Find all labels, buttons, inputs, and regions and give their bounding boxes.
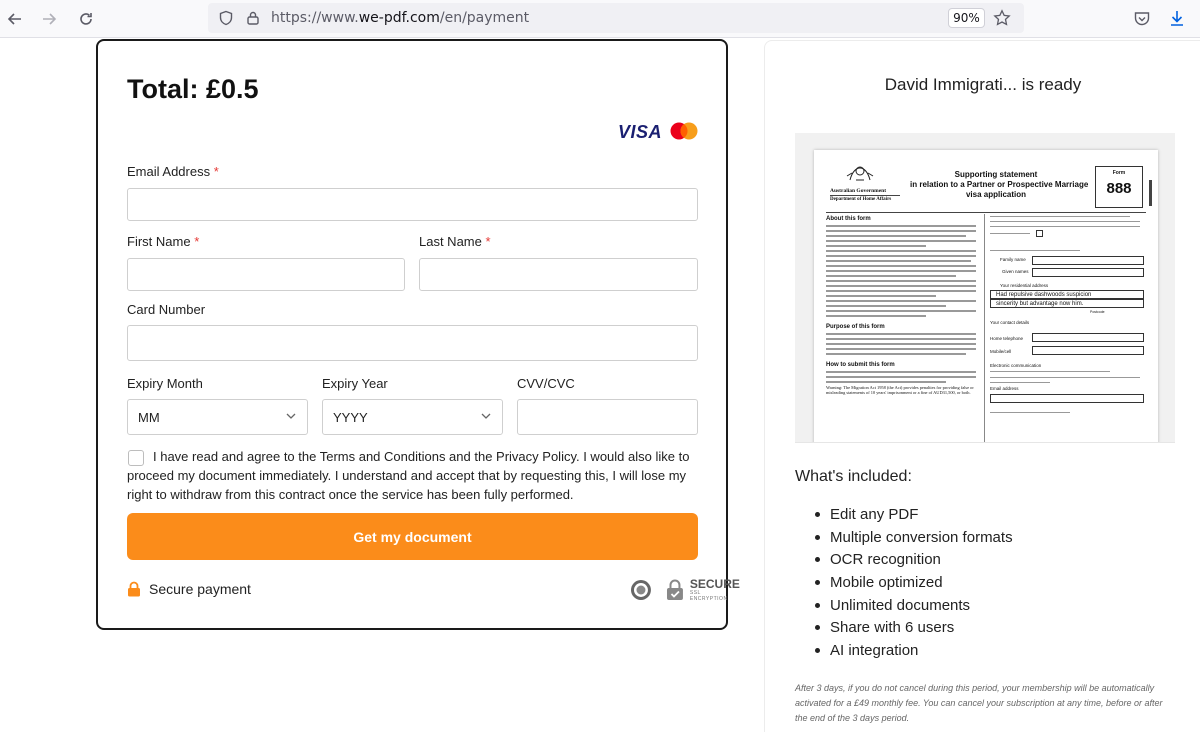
address-label: Your residential address — [1000, 283, 1049, 288]
divider — [830, 195, 900, 196]
form-title-line2: in relation to a Partner or Prospective Marriage — [910, 180, 1089, 189]
feature-label: AI integration — [830, 641, 919, 659]
feature-label: Share with 6 users — [830, 619, 955, 637]
text-line — [826, 371, 976, 373]
text-line — [826, 250, 976, 252]
first-name-label — [127, 234, 199, 249]
forward-arrow-icon[interactable] — [36, 6, 62, 32]
text-line — [990, 216, 1130, 217]
bullet-icon — [815, 603, 820, 608]
text-line — [826, 381, 946, 383]
membership-fine-print: After 3 days, if you do not cancel during this period, your membership will be automatically activated for a £49 monthly fee. You can cancel your subscription at any time, before or after the end of the 3 days period. — [795, 683, 1163, 723]
feature-item — [815, 571, 1013, 594]
first-name-field[interactable] — [127, 258, 405, 291]
text-line — [826, 235, 966, 237]
mobile-label: Mobile/cell — [990, 349, 1012, 354]
given-names-label: Given names — [1002, 269, 1029, 274]
bookmark-star-icon[interactable] — [993, 9, 1011, 32]
text-line — [826, 240, 976, 242]
submit-heading: How to submit this form — [826, 362, 895, 368]
cvv-field[interactable] — [517, 399, 698, 435]
text-line — [990, 233, 1030, 234]
text-line — [826, 376, 976, 378]
text-line — [826, 305, 946, 307]
document-summary-panel — [764, 40, 1200, 732]
ssl-badges — [630, 578, 740, 602]
bullet-icon — [815, 625, 820, 630]
email-field[interactable] — [127, 188, 698, 221]
text-line — [990, 412, 1070, 413]
about-heading: About this form — [826, 216, 871, 222]
zoom-badge[interactable]: 90% — [948, 8, 985, 28]
text-line — [826, 338, 976, 340]
text-line — [990, 371, 1110, 372]
reload-icon[interactable] — [73, 6, 99, 32]
feature-item — [815, 639, 1013, 662]
chevron-down-icon — [480, 410, 492, 422]
text-line — [826, 270, 976, 272]
first-name-label-text: First Name — [127, 234, 191, 249]
text-line — [826, 225, 976, 227]
order-total: Total: £0.5 — [127, 74, 259, 104]
browser-toolbar — [0, 0, 1200, 38]
mastercard-logo — [669, 122, 699, 140]
get-document-button[interactable]: Get my document — [127, 513, 698, 560]
text-line — [826, 295, 936, 297]
email-label — [127, 164, 219, 179]
text-line — [826, 310, 976, 312]
document-preview — [795, 133, 1175, 443]
government-crest-icon — [844, 162, 876, 184]
form-title-line3: visa application — [965, 190, 1027, 199]
url-domain: we-pdf.com — [358, 10, 440, 26]
gov-name: Australian Government — [830, 188, 887, 194]
text-line — [826, 275, 956, 277]
whats-included-title: What's included: — [795, 468, 912, 485]
expiry-year-select[interactable] — [322, 399, 503, 435]
address-line1-box — [990, 290, 1144, 299]
text-line — [826, 333, 976, 335]
bullet-icon — [815, 648, 820, 653]
required-mark: * — [213, 164, 219, 179]
text-line — [826, 230, 976, 232]
ssl-badge-text — [690, 578, 740, 602]
expiry-year-label: Expiry Year — [322, 376, 388, 391]
address-line1: Had repulsive dashwoods suspicion — [996, 292, 1092, 298]
home-phone-label: Home telephone — [990, 336, 1024, 341]
url-text[interactable] — [271, 10, 529, 26]
chevron-down-icon — [285, 410, 297, 422]
document-ready-title: David Immigrati... is ready — [884, 75, 1082, 94]
department: Department of Home Affairs — [830, 197, 892, 202]
bullet-icon — [815, 512, 820, 517]
postcode-label: Postcode — [1090, 310, 1105, 314]
text-line — [826, 353, 966, 355]
contact-label: Your contact details — [990, 320, 1030, 325]
feature-label: Multiple conversion formats — [830, 528, 1013, 546]
feature-label: Mobile optimized — [830, 573, 943, 591]
back-arrow-icon[interactable] — [2, 6, 28, 32]
secure-payment-label: Secure payment — [149, 581, 251, 597]
address-line2: sincerity but advantage now him. — [996, 301, 1084, 307]
bullet-icon — [815, 580, 820, 585]
download-icon[interactable] — [1168, 9, 1186, 32]
feature-item — [815, 594, 1013, 617]
text-line — [826, 260, 971, 262]
divider — [826, 212, 1146, 213]
ssl-badge-sub: SSL ENCRYPTION — [689, 590, 728, 602]
lock-icon[interactable] — [246, 10, 260, 31]
payment-card — [96, 39, 740, 630]
expiry-month-value: MM — [138, 409, 160, 425]
visa-logo: VISA — [618, 122, 663, 142]
card-number-label: Card Number — [127, 302, 206, 317]
ssl-lock-icon — [666, 579, 684, 601]
text-line — [826, 280, 976, 282]
edge-bar — [1149, 180, 1152, 206]
address-bar[interactable] — [208, 3, 1024, 33]
warning-text: Warning: The Migration Act 1958 (the Act) provides penalties for providing false or misleading statements of 10 years' imprisonment or a fine of AUD31,500, or both. — [826, 385, 974, 395]
pocket-icon[interactable] — [1133, 10, 1151, 33]
text-line — [990, 382, 1050, 383]
text-line — [826, 245, 926, 247]
email-address-box — [990, 394, 1144, 403]
required-mark: * — [194, 234, 200, 249]
feature-label: Edit any PDF — [830, 505, 919, 523]
ssl-badge-title: SECURE — [689, 577, 740, 591]
column-divider — [984, 214, 985, 443]
text-line — [826, 315, 926, 317]
home-phone-box — [1032, 333, 1144, 342]
expiry-month-label: Expiry Month — [127, 376, 203, 391]
secure-payment — [127, 581, 251, 597]
form-number: 888 — [1106, 180, 1132, 197]
purpose-heading: Purpose of this form — [826, 324, 885, 330]
cvv-label: CVV/CVC — [517, 376, 575, 391]
feature-item — [815, 548, 1013, 571]
feature-label: Unlimited documents — [830, 596, 971, 614]
email-address-label: Email address — [990, 386, 1019, 391]
email-label-text: Email Address — [127, 164, 211, 179]
form-title-line1: Supporting statement — [954, 170, 1038, 179]
text-line — [826, 285, 976, 287]
trust-seal-icon — [630, 579, 652, 601]
form-label: Form — [1112, 170, 1126, 176]
expiry-year-value: YYYY — [333, 409, 368, 425]
text-line — [826, 343, 976, 345]
text-line — [990, 226, 1140, 227]
text-line — [990, 221, 1140, 222]
required-mark: * — [485, 234, 491, 249]
url-path: /en/payment — [439, 10, 530, 26]
text-line — [826, 255, 976, 257]
electronic-label: Electronic communication — [990, 363, 1042, 368]
text-line — [990, 377, 1140, 378]
consent-text: I have read and agree to the Terms and Conditions and the Privacy Policy. I would also like to proceed my document immediately. I understand and accept that by requesting this, I will lose my right to withdraw from this contract once the service has been fully performed. — [127, 449, 690, 502]
mobile-box — [1032, 346, 1144, 355]
given-names-box — [1032, 268, 1144, 277]
text-line — [826, 348, 976, 350]
tick-box — [1036, 230, 1043, 237]
last-name-label-text: Last Name — [419, 234, 482, 249]
form-number-box — [1095, 166, 1143, 208]
family-name-label: Family name — [1000, 257, 1026, 262]
text-line — [990, 250, 1080, 251]
address-line2-box — [990, 299, 1144, 308]
shield-icon[interactable] — [218, 10, 234, 31]
feature-label: OCR recognition — [830, 551, 941, 569]
url-prefix: https://www. — [271, 10, 359, 26]
last-name-field[interactable] — [419, 258, 698, 291]
feature-item — [815, 526, 1013, 549]
text-line — [826, 265, 976, 267]
family-name-box — [1032, 256, 1144, 265]
feature-list — [815, 503, 1013, 662]
last-name-label — [419, 234, 491, 249]
text-line — [826, 290, 976, 292]
feature-item — [815, 616, 1013, 639]
expiry-month-select[interactable] — [127, 399, 308, 435]
document-page — [814, 150, 1158, 443]
bullet-icon — [815, 557, 820, 562]
card-number-field[interactable] — [127, 325, 698, 361]
feature-item — [815, 503, 1013, 526]
bullet-icon — [815, 535, 820, 540]
text-line — [826, 300, 976, 302]
padlock-icon — [127, 581, 141, 597]
